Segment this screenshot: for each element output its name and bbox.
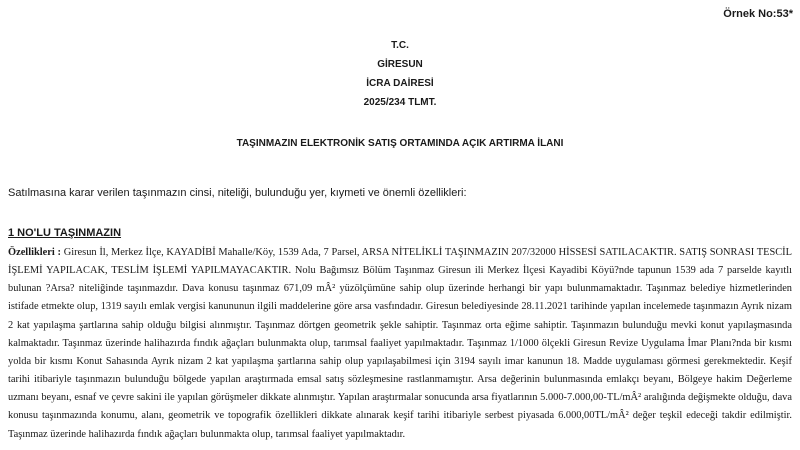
document-title: TAŞINMAZIN ELEKTRONİK SATIŞ ORTAMINDA AÇIK ARTIRMA İLANI [236, 138, 564, 149]
property-features-label: Özellikleri : [8, 247, 61, 258]
header-city: GİRESUN [377, 59, 423, 70]
property-description [8, 244, 792, 444]
header-republic: T.C. [391, 40, 409, 51]
property-heading: 1 NO'LU TAŞINMAZIN [8, 227, 122, 239]
example-number: Örnek No:53* [723, 8, 793, 20]
intro-text: Satılmasına karar verilen taşınmazın cinsi, niteliği, bulunduğu yer, kıymeti ve önemli özellikleri: [8, 187, 467, 199]
court-header [0, 36, 800, 112]
property-features-text: Giresun İl, Merkez İlçe, KAYADİBİ Mahalle/Köy, 1539 Ada, 7 Parsel, ARSA NİTELİKLİ TAŞINMAZIN 207/32000 HİSSESİ SATILACAKTIR. SATIŞ SONRASI TESCİL İŞLEMİ YAPILACAK, TESLİM İŞLEMİ YAPILMAYACAKTIR. Nolu Bağımsız Bölüm Taşınmaz Giresun ili Merkez İlçesi Kayadibi Köyü?nde tapunun 1539 ada 7 parselde kayıtlı bulunan ?Arsa? niteliğinde taşınmazdır. Dava konusu taşınmaz 671,09 mÂ² yüzölçümüne sahip olup üzerinde herhangi bir yapı bulunmamaktadır. Taşınmaz belediye hizmetlerinden istifade etmekte olup, 1319 sayılı emlak vergisi kanununun ilgili maddelerine göre arsa vasfındadır. Giresun belediyesinde 28.11.2021 tarihinde yapılan incelemede taşınmazın Ayrık nizam 2 kat yapılaşma şartlarına sahip olduğu bilgisi alınmıştır. Taşınmaz dörtgen geometrik şekle sahiptir. Taşınmaz orta eğime sahiptir. Taşınmazın bulunduğu mevki konut yapılaşmasında kalmaktadır. Taşınmaz üzerinde halihazırda fındık ağaçları bulunmakta olup, tarımsal faaliyet yapılmaktadır. Taşınmaz 1/1000 ölçekli Giresun Revize Uygulama İmar Planı?nda bir kısmı yolda bir kısmı Konut Sahasında Ayrık nizam 2 kat yapılaşma şartlarına sahip olup yapılaşabilmesi için 3194 sayılı imar kanunun 18. Madde uygulaması görmesi gerekmektedir. Keşif tarihi itibariyle taşınmazın bulunduğu bölgede yapılan araştırmada emsal satış sözleşmesine rastlanmamıştır. Arsa değerinin bulunmasında emlakçı beyanı, Bölgeye hakim Değerleme uzmanı beyanı, esnaf ve çevre sakini ile yapılan görüşmeler dikkate alınmıştır. Yapılan araştırmalar sonucunda arsa fiyatlarının 5.000-7.000,00-TL/mÂ² aralığında değişmekte olduğu, dava konusu taşınmazında konumu, alanı, geometrik ve topografik özellikleri dikkate alınarak keşif tarihi itibariyle serbest piyasada 6.000,00TL/mÂ² değer teşkil edeceği takdir edilmiştir. Taşınmaz üzerinde halihazırda fındık ağaçları bulunmakta olup, tarımsal faaliyet yapılmaktadır. [8, 247, 792, 440]
header-office: İCRA DAİRESİ [366, 78, 434, 89]
header-file-number: 2025/234 TLMT. [363, 97, 437, 108]
